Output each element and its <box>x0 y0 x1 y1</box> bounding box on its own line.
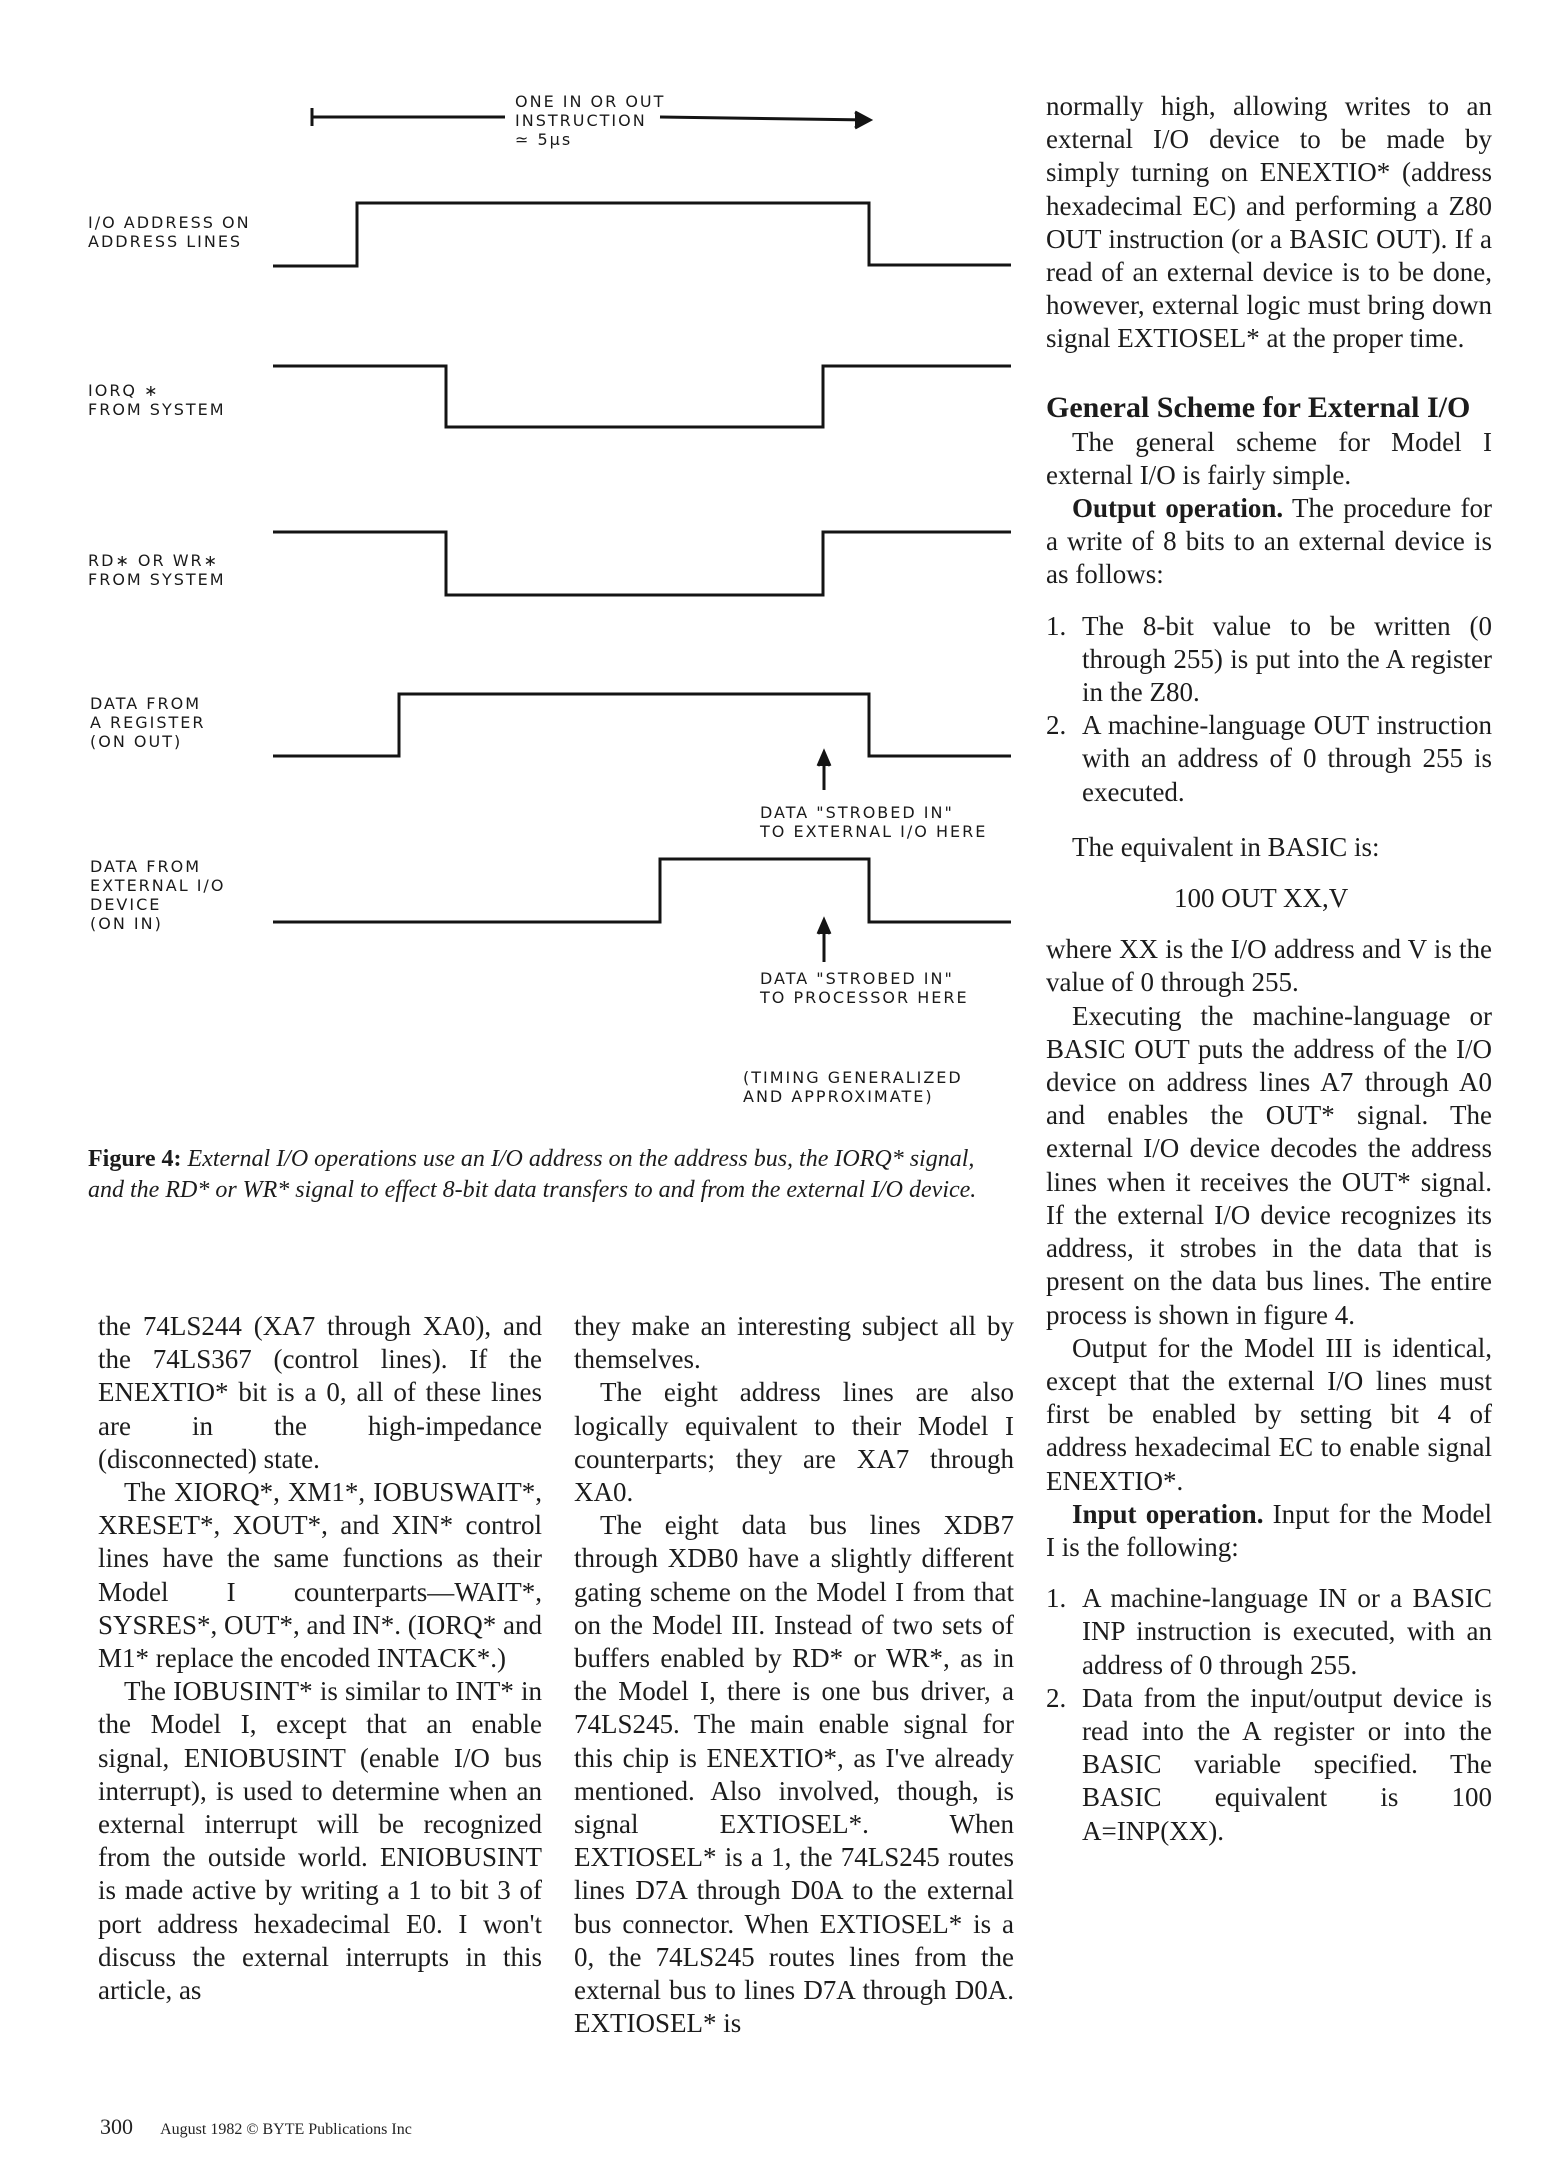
output-intro-text: The procedure for a write of 8 bits to an external device is as follows: <box>1046 493 1492 590</box>
runin-heading-output: Output operation. <box>1072 493 1284 524</box>
paragraph: The general scheme for Model I external I/O is fairly simple. <box>1046 426 1492 490</box>
waveform-rdwr <box>273 532 1011 595</box>
signal-label-rdwr: RD∗ OR WR∗ FROM SYSTEM <box>88 551 226 589</box>
signal-label-address: I/O ADDRESS ON ADDRESS LINES <box>88 213 251 251</box>
list-number: 1. <box>1046 1583 1067 1614</box>
strobe-out-arrow <box>818 752 830 790</box>
paragraph: The equivalent in BASIC is: <box>1072 831 1380 862</box>
list-number: 2. <box>1046 1682 1067 1713</box>
paragraph <box>1046 1498 1492 1564</box>
text-column-3 <box>1046 90 1492 1848</box>
list-item <box>1046 709 1492 809</box>
list-item-text: Data from the input/output device is read into the A register or into the BASIC variable specified. The BASIC equivalent is 100 A=INP(XX). <box>1082 1682 1492 1846</box>
text-column-2 <box>574 1310 1014 2040</box>
text-column-1 <box>98 1310 542 2007</box>
waveform-iorq <box>273 366 1011 427</box>
output-steps-list <box>1046 610 1492 809</box>
runin-heading-input: Input operation. <box>1072 1498 1264 1529</box>
paragraph: Output for the Model III is identical, except that the external I/O lines must first be enabled by setting bit 4 of address hexadecimal EC to enable signal ENEXTIO*. <box>1046 1332 1492 1496</box>
waveform-address <box>273 203 1011 266</box>
list-number: 2. <box>1046 710 1067 741</box>
signal-label-data-out: DATA FROM A REGISTER (ON OUT) <box>90 694 206 751</box>
strobe-in-arrow <box>818 920 830 962</box>
timing-note: (TIMING GENERALIZED AND APPROXIMATE) <box>743 1068 963 1106</box>
waveform-data-out <box>273 694 1011 756</box>
paragraph: The eight data bus lines XDB7 through XDB0 have a slightly different gating scheme on the Model I from that on the Model III. Instead of two sets of buffers enabled by RD* or WR*, as in the Model I, there is one bus driver, a 74LS245. The main enable signal for this chip is ENEXTIO*, as I've already mentioned. Also involved, though, is signal EXTIOSEL*. When EXTIOSEL* is a 1, the 74LS245 routes lines D7A through D0A to the external bus connector. When EXTIOSEL* is a 0, the 74LS245 routes lines from the external bus to lines D7A through D0A. EXTIOSEL* is <box>574 1510 1014 2039</box>
strobe-out-label: DATA "STROBED IN" TO EXTERNAL I/O HERE <box>760 803 988 841</box>
input-steps-list <box>1046 1582 1492 1848</box>
input-intro-text: Input for the Model I is the following: <box>1046 1498 1493 1562</box>
page-number: 300 <box>100 2114 133 2139</box>
paragraph <box>1046 492 1492 592</box>
list-item-text: The 8-bit value to be written (0 through 255) is put into the A register in the Z80. <box>1082 610 1492 708</box>
publication-credit: August 1982 © BYTE Publications Inc <box>160 2121 412 2138</box>
waveform-data-in <box>273 859 1011 922</box>
paragraph: Executing the machine-language or BASIC OUT puts the address of the I/O device on address lines A7 through A0 and enables the OUT* signal. The external I/O device decodes the address lines when it receives the OUT* signal. If the external I/O device recognizes its address, it strobes in the data that is present on the data bus lines. The entire process is shown in figure 4. <box>1046 1000 1492 1330</box>
paragraph: The eight address lines are also logically equivalent to their Model I counterparts; they are XA7 through XA0. <box>574 1377 1014 1508</box>
signal-label-iorq: IORQ ∗ FROM SYSTEM <box>88 381 226 419</box>
list-item-text: A machine-language OUT instruction with an address of 0 through 255 is executed. <box>1082 710 1492 807</box>
list-item <box>1046 610 1492 710</box>
list-number: 1. <box>1046 610 1067 641</box>
paragraph: they make an interesting subject all by themselves. <box>574 1311 1014 1375</box>
figure-caption <box>88 1144 1010 1206</box>
paragraph: the 74LS244 (XA7 through XA0), and the 74LS367 (control lines). If the ENEXTIO* bit is a 0, all of these lines are in the high-impedance (disconnected) state. <box>98 1311 542 1474</box>
list-item <box>1046 1682 1492 1848</box>
strobe-in-label: DATA "STROBED IN" TO PROCESSOR HERE <box>760 969 969 1007</box>
list-item-text: A machine-language IN or a BASIC INP instruction is executed, with an address of 0 through 255. <box>1082 1583 1492 1680</box>
paragraph: where XX is the I/O address and V is the value of 0 through 255. <box>1046 934 1492 998</box>
basic-code: 100 OUT XX,V <box>1174 883 1349 914</box>
paragraph: normally high, allowing writes to an external I/O device to be made by simply turning on ENEXTIO* (address hexadecimal EC) and performing a Z80 OUT instruction (or a BASIC OUT). If a read of an external device is to be done, however, external logic must bring down signal EXTIOSEL* at the proper time. <box>1046 91 1492 354</box>
duration-label: ONE IN OR OUT INSTRUCTION ≃ 5µs <box>515 92 666 149</box>
signal-label-data-in: DATA FROM EXTERNAL I/O DEVICE (ON IN) <box>90 857 226 933</box>
section-heading: General Scheme for External I/O <box>1046 390 1471 424</box>
page-footer <box>100 2114 412 2140</box>
figure-caption-id: Figure 4: <box>88 1146 182 1172</box>
list-item <box>1046 1582 1492 1682</box>
figure-caption-text: External I/O operations use an I/O address on the address bus, the IORQ* signal, and the RD* or WR* signal to effect 8-bit data transfers to and from the external I/O device. <box>88 1146 977 1203</box>
paragraph: The IOBUSINT* is similar to INT* in the Model I, except that an enable signal, ENIOBUSINT (enable I/O bus interrupt), is used to determine when an external interrupt will be recognized from the outside world. ENIOBUSINT is made active by writing a 1 to bit 3 of port address hexadecimal E0. I won't discuss the external interrupts in this article, as <box>98 1676 542 2006</box>
paragraph: The XIORQ*, XM1*, IOBUSWAIT*, XRESET*, XOUT*, and XIN* control lines have the same functions as their Model I counterparts—WAIT*, SYSRES*, OUT*, and IN*. (IORQ* and M1* replace the encoded INTACK*.) <box>98 1477 542 1674</box>
